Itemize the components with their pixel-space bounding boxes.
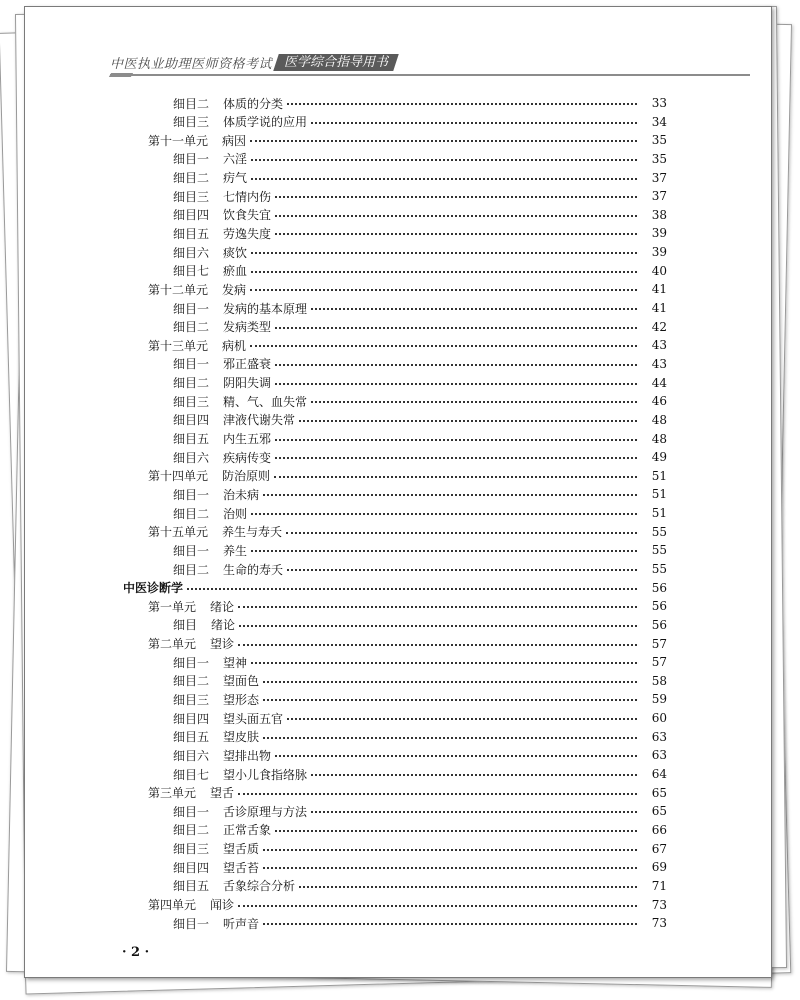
dot-leader [239,625,637,627]
toc-entry-page: 56 [651,617,667,632]
toc-entry-title: 绪论 [210,599,235,614]
toc-entry[interactable] [148,467,667,485]
toc-entry-title: 闻诊 [210,898,235,913]
toc-entry-page: 73 [651,916,667,931]
toc-entry[interactable] [173,746,667,764]
toc-entry-page: 64 [651,767,667,782]
dot-leader [187,588,637,590]
toc-entry-title: 养生 [223,543,248,558]
toc-entry-label: 细目四 [173,860,210,875]
toc-entry-page: 41 [651,301,667,316]
toc-entry[interactable] [173,840,667,858]
dot-leader [275,215,637,217]
toc-entry-title: 望形态 [223,692,260,707]
toc-entry-label: 细目一 [173,487,210,502]
dot-leader [238,644,637,646]
toc-entry-page: 49 [651,450,667,465]
toc-entry-page: 58 [651,673,667,688]
toc-entry-page: 67 [651,841,667,856]
toc-entry[interactable] [173,858,667,876]
toc-entry[interactable] [173,206,667,224]
dot-leader [251,550,637,552]
dot-leader [251,662,637,664]
page-number: · 2 · [122,945,150,960]
toc-entry-label: 细目六 [173,748,210,763]
toc-entry-label: 细目一 [173,152,210,167]
dot-leader [251,178,637,180]
dot-leader [287,718,637,720]
toc-entry[interactable] [173,728,667,746]
dot-leader [311,308,637,310]
toc-entry-page: 38 [651,207,667,222]
toc-entry[interactable] [148,784,667,802]
toc-entry-title: 治则 [223,506,248,521]
toc-entry-label: 细目五 [173,432,210,447]
toc-entry-title: 望舌苔 [223,860,260,875]
toc-entry-page: 35 [651,133,667,148]
toc-entry-label: 细目二 [173,376,210,391]
toc-entry[interactable] [173,187,667,205]
toc-entry-title: 正常舌象 [223,823,272,838]
header-badge [273,54,399,71]
toc-entry-label: 细目三 [173,115,210,130]
header-title: 中医执业助理医师资格考试 [110,56,273,72]
toc-entry-title: 疾病传变 [223,450,272,465]
toc-entry-page: 73 [651,897,667,912]
toc-entry-title: 疠气 [223,171,248,186]
dot-leader [275,439,637,441]
toc-entry-title: 六淫 [223,152,248,167]
toc-entry-label: 细目三 [173,394,210,409]
toc-entry-label: 第十四单元 [148,469,209,484]
toc-entry[interactable] [173,262,667,280]
toc-entry-title: 体质的分类 [223,96,284,111]
toc-entry[interactable] [173,653,667,671]
toc-entry-label: 第一单元 [148,599,197,614]
dot-leader [275,364,637,366]
toc-entry[interactable] [173,616,667,634]
toc-entry[interactable] [173,243,667,261]
dot-leader [274,476,637,478]
toc-entry-page: 56 [651,599,667,614]
toc-entry[interactable] [173,392,667,410]
toc-entry-page: 48 [651,431,667,446]
toc-entry-title: 劳逸失度 [223,226,272,241]
toc-entry-title: 望舌质 [223,842,260,857]
toc-entry[interactable] [173,560,667,578]
header-rule [110,74,750,76]
toc-entry[interactable] [173,877,667,895]
toc-entry-title: 绪论 [211,618,236,633]
toc-entry-page: 43 [651,338,667,353]
dot-leader [263,699,637,701]
toc-entry-title: 病机 [222,338,247,353]
toc-entry[interactable] [173,411,667,429]
toc-entry[interactable] [173,355,667,373]
toc-entry[interactable] [173,169,667,187]
toc-entry-page: 65 [651,785,667,800]
toc-entry-page: 51 [651,487,667,502]
toc-entry-title: 发病的基本原理 [223,301,308,316]
toc-entry[interactable] [173,113,667,131]
toc-entry[interactable] [173,914,667,932]
toc-entry-page: 46 [651,394,667,409]
toc-entry-title: 望舌 [210,786,235,801]
toc-entry-label: 第十三单元 [148,338,209,353]
toc-entry[interactable] [148,523,667,541]
dot-leader [251,252,637,254]
dot-leader [299,420,637,422]
toc-entry-title: 津液代谢失常 [223,413,296,428]
toc-entry-page: 44 [651,375,667,390]
toc-entry-label: 细目一 [173,804,210,819]
toc-entry-label: 细目一 [173,357,210,372]
toc-entry[interactable] [173,485,667,503]
toc-entry-label: 第三单元 [148,786,197,801]
toc-entry-label: 细目六 [173,450,210,465]
toc-entry-title: 望诊 [210,637,235,652]
toc-entry-title: 发病类型 [223,320,272,335]
toc-entry-label: 第十二单元 [148,282,209,297]
toc-entry[interactable] [173,821,667,839]
toc-entry-page: 48 [651,412,667,427]
toc-entry-title: 瘀血 [223,264,248,279]
toc-entry-title: 阴阳失调 [223,376,272,391]
dot-leader [263,494,637,496]
toc-entry-label: 细目四 [173,711,210,726]
toc-entry[interactable] [173,150,667,168]
toc-entry-label: 第十五单元 [148,525,209,540]
toc-entry-page: 55 [651,524,667,539]
toc-entry-title: 内生五邪 [223,432,272,447]
toc-entry-page: 69 [651,860,667,875]
toc-entry-label: 细目二 [173,823,210,838]
toc-entry-label: 细目三 [173,692,210,707]
dot-leader [250,140,637,142]
dot-leader [263,849,637,851]
toc-entry-page: 66 [651,822,667,837]
toc-entry-title: 七情内伤 [223,189,272,204]
toc-entry-label: 细目三 [173,842,210,857]
dot-leader [275,457,637,459]
dot-leader [250,289,637,291]
toc-entry-label: 细目五 [173,730,210,745]
dot-leader [275,830,637,832]
toc-entry-page: 37 [651,170,667,185]
toc-entry-page: 60 [651,711,667,726]
toc-entry[interactable] [123,579,667,597]
dot-leader [275,196,637,198]
toc-entry-label: 细目一 [173,916,210,931]
toc-entry-page: 39 [651,245,667,260]
toc-entry-label: 细目五 [173,226,210,241]
toc-entry[interactable] [173,672,667,690]
toc-entry-page: 63 [651,748,667,763]
toc-entry-title: 听声音 [223,916,260,931]
toc-entry-title: 生命的寿夭 [223,562,284,577]
toc-entry-label: 细目二 [173,320,210,335]
toc-entry-title: 痰饮 [223,245,248,260]
toc-entry-page: 63 [651,729,667,744]
toc-entry-title: 病因 [222,133,247,148]
dot-leader [311,122,637,124]
toc-entry-title: 望小儿食指络脉 [223,767,308,782]
dot-leader [275,327,637,329]
toc-entry-title: 防治原则 [222,469,271,484]
dot-leader [287,103,637,105]
toc-entry-title: 精、气、血失常 [223,394,308,409]
toc-entry-title: 望神 [223,655,248,670]
toc-entry-label: 细目一 [173,543,210,558]
dot-leader [251,513,637,515]
dot-leader [251,271,637,273]
toc-entry[interactable] [173,802,667,820]
dot-leader [263,681,637,683]
toc-entry[interactable] [173,765,667,783]
toc-entry-page: 37 [651,189,667,204]
dot-leader [263,867,637,869]
toc-entry-page: 34 [651,114,667,129]
dot-leader [286,532,637,534]
toc-entry[interactable] [173,690,667,708]
dot-leader [263,737,637,739]
toc-entry-page: 35 [651,151,667,166]
toc-entry-label: 细目 [173,618,198,633]
toc-entry-page: 57 [651,655,667,670]
toc-entry-label: 细目二 [173,562,210,577]
toc-entry-label: 第十一单元 [148,133,209,148]
toc-entry[interactable] [148,597,667,615]
toc-entry-title: 饮食失宜 [223,208,272,223]
toc-entry-page: 51 [651,506,667,521]
toc-entry-label: 第四单元 [148,898,197,913]
toc-entry[interactable] [148,131,667,149]
toc-entry[interactable] [173,541,667,559]
toc-entry-label: 细目六 [173,245,210,260]
toc-entry-label: 细目一 [173,655,210,670]
toc-entry[interactable] [173,318,667,336]
toc-entry[interactable] [173,430,667,448]
toc-entry-label: 细目二 [173,96,210,111]
dot-leader [299,886,637,888]
toc-entry[interactable] [173,224,667,242]
dot-leader [287,569,637,571]
toc-entry-page: 40 [651,263,667,278]
dot-leader [263,923,637,925]
toc-entry-page: 71 [651,878,667,893]
toc-entry-page: 39 [651,226,667,241]
toc-entry-page: 43 [651,356,667,371]
toc-entry[interactable] [173,299,667,317]
dot-leader [275,383,637,385]
toc-entry-page: 55 [651,562,667,576]
dot-leader [311,774,637,776]
toc-entry-page: 57 [651,636,667,651]
toc-entry-label: 细目三 [173,189,210,204]
toc-entry-page: 56 [651,580,667,595]
toc-entry[interactable] [148,635,667,653]
toc-entry-label: 中医诊断学 [123,581,184,596]
toc-entry-label: 第二单元 [148,637,197,652]
toc-entry-label: 细目七 [173,767,210,782]
header-badge-text: 医学综合指导用书 [284,54,389,70]
toc-entry[interactable] [173,709,667,727]
toc-entry-title: 望皮肤 [223,730,260,745]
dot-leader [238,905,637,907]
toc-entry-title: 养生与寿夭 [222,525,283,540]
dot-leader [311,811,637,813]
dot-leader [238,793,637,795]
dot-leader [250,345,637,347]
toc-entry-title: 发病 [222,282,247,297]
toc-entry-page: 51 [651,468,667,483]
dot-leader [238,606,637,608]
toc-entry[interactable] [173,448,667,466]
toc-entry-page: 42 [651,319,667,334]
toc-entry[interactable] [148,280,667,298]
toc-entry-label: 细目四 [173,413,210,428]
toc-entry-title: 邪正盛衰 [223,357,272,372]
toc-entry-label: 细目七 [173,264,210,279]
toc-entry[interactable] [173,94,667,112]
toc-entry-label: 细目二 [173,674,210,689]
toc-entry-title: 望排出物 [223,748,272,763]
toc-entry[interactable] [148,336,667,354]
running-header [110,51,396,73]
toc-entry-label: 细目一 [173,301,210,316]
dot-leader [275,755,637,757]
dot-leader [275,233,637,235]
toc-entry-page: 65 [651,804,667,819]
toc-entry-title: 体质学说的应用 [223,115,308,130]
toc-entry[interactable] [173,374,667,392]
toc-entry-title: 望头面五官 [223,711,284,726]
toc-entry-label: 细目四 [173,208,210,223]
toc-entry-title: 舌象综合分析 [223,879,296,894]
document-page [24,6,772,978]
toc-entry-page: 41 [651,282,667,297]
toc-entry[interactable] [148,896,667,914]
toc-entry-page: 55 [651,543,667,558]
toc-entry-label: 细目二 [173,506,210,521]
toc-entry-page: 33 [651,96,667,110]
toc-entry-label: 细目五 [173,879,210,894]
dot-leader [251,159,637,161]
toc-entry[interactable] [173,504,667,522]
header-rule-mark [109,73,133,77]
toc-entry-title: 舌诊原理与方法 [223,804,308,819]
toc-entry-label: 细目二 [173,171,210,186]
dot-leader [311,401,637,403]
toc-entry-title: 望面色 [223,674,260,689]
toc-entry-page: 59 [651,692,667,707]
toc-entry-title: 治未病 [223,487,260,502]
